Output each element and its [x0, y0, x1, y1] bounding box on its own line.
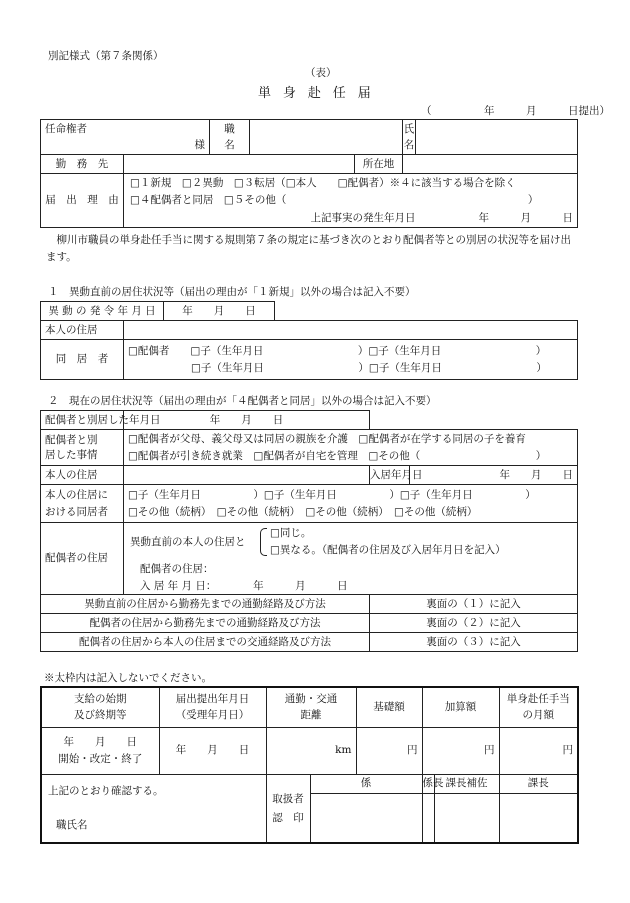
dokyo-options[interactable] — [124, 340, 578, 380]
workplace-value[interactable] — [124, 155, 355, 174]
office-header-6: 単身赴任手当 の月額 — [499, 687, 578, 727]
submission-date: （ 年 月 日提出） — [421, 105, 610, 117]
appointing-authority-cell[interactable] — [41, 120, 210, 155]
bekkyo-label: 配偶者と別居した年月日 — [41, 411, 124, 430]
jijo-options[interactable] — [124, 430, 578, 466]
stamp-header-kakaricho: 係長 — [422, 774, 434, 793]
shimei-label: 氏 名 — [403, 120, 416, 155]
haigusha-address-label: 配偶者の住居： — [140, 563, 214, 575]
route-value-1: 裏面の（１）に記入 — [370, 595, 578, 614]
stamp-kakaricho[interactable] — [422, 793, 434, 843]
dokyosha-line-2[interactable]: □その他（続柄） □その他（続柄） □その他（続柄） □その他（続柄） — [128, 505, 478, 518]
omote-label: （表） — [305, 67, 337, 79]
hatsurei-label: 異 動 の 発 令 年 月 日 — [41, 302, 164, 321]
shokumei-label: 職 名 — [210, 120, 250, 155]
route-value-3: 裏面の（３）に記入 — [370, 633, 578, 652]
toriatsukai-label: 取扱者 認 印 — [266, 774, 310, 843]
section2-heading: ２ 現在の居住状況等（届出の理由が「４配偶者と同居」以外の場合は記入不要） — [48, 395, 437, 407]
jijo-label: 配偶者と別 居した事情 — [41, 430, 124, 466]
dokyo-line-1[interactable]: □配偶者 □子（生年月日 ）□子（生年月日 ） — [128, 344, 547, 357]
workplace-label: 勤 務 先 — [41, 155, 124, 174]
dokyo-label: 同 居 者 — [41, 340, 124, 380]
confirm-text: 上記のとおり確認する。 — [48, 784, 164, 797]
bekkyo-value[interactable]: 年 月 日 — [124, 411, 370, 430]
route-value-2: 裏面の（２）に記入 — [370, 614, 578, 633]
office-header-4: 基礎額 — [356, 687, 422, 727]
top-table — [40, 119, 578, 228]
stamp-kakari[interactable] — [310, 793, 422, 843]
stamp-header-kacho: 課長 — [499, 774, 578, 793]
location-value[interactable] — [403, 155, 578, 174]
office-additional-amount: 円 — [422, 727, 499, 774]
office-header-1: 支給の始期 及び終期等 — [41, 687, 159, 727]
office-note: ※太枠内は記入しないでください。 — [44, 672, 212, 684]
reason-line-2[interactable]: □４配偶者と同居 □５その他（ ） — [130, 194, 539, 207]
dokyosha-options[interactable] — [124, 485, 578, 523]
current-jukyo-label: 本人の住居 — [41, 466, 124, 485]
office-header-3: 通勤・交通 距離 — [266, 687, 356, 727]
current-jukyo-value[interactable] — [124, 466, 370, 485]
appointing-authority-label: 任命権者 — [45, 123, 87, 135]
stamp-kacho[interactable] — [499, 793, 578, 843]
reason-options[interactable] — [124, 174, 578, 228]
location-label: 所在地 — [355, 155, 403, 174]
shokushimei-label: 職氏名 — [56, 818, 88, 831]
jijo-line-1[interactable]: □配偶者が父母、義父母又は同居の親族を介護 □配偶者が在学する同居の子を養育 — [128, 433, 526, 446]
office-distance: km — [266, 727, 356, 774]
office-submit-date: 年 月 日 — [159, 727, 266, 774]
stamp-header-kakari: 係 — [310, 774, 422, 793]
office-confirm-cell — [41, 774, 266, 843]
brace-icon — [260, 528, 267, 556]
bekkyo-blank — [370, 411, 578, 430]
page-title: 単 身 赴 任 届 — [258, 86, 375, 101]
section1-heading: １ 異動直前の居住状況等（届出の理由が「１新規」以外の場合は記入不要） — [48, 286, 416, 298]
route-label-1: 異動直前の住居から勤務先までの通勤経路及び方法 — [41, 595, 370, 614]
shimei-value[interactable] — [416, 120, 578, 155]
route-label-3: 配偶者の住居から本人の住居までの交通経路及び方法 — [41, 633, 370, 652]
office-header-2: 届出提出年月日 （受理年月日） — [159, 687, 266, 727]
shokumei-value[interactable] — [250, 120, 403, 155]
section2-table — [40, 410, 578, 652]
section1-table — [40, 301, 578, 380]
office-header-5: 加算額 — [422, 687, 499, 727]
office-start-end: 年 月 日 開始・改定・終了 — [41, 727, 159, 774]
stamp-header-hosa: 課長補佐 — [434, 774, 499, 793]
office-table — [40, 686, 579, 844]
sama-label: 様 — [194, 139, 205, 152]
intro-paragraph: 柳川市職員の単身赴任手当に関する規則第７条の規定に基づき次のとおり配偶者等との別居の状況等を届け出ます。 — [46, 234, 571, 263]
stamp-hosa[interactable] — [434, 793, 499, 843]
honnin-jukyo-value[interactable] — [124, 321, 578, 340]
occurrence-date[interactable]: 上記事実の発生年月日 年 月 日 — [310, 211, 573, 224]
hatsurei-blank — [275, 302, 578, 321]
hatsurei-value[interactable]: 年 月 日 — [164, 302, 275, 321]
reason-label: 届 出 理 由 — [41, 174, 124, 228]
onaji-option[interactable]: □同じ。 — [270, 527, 312, 539]
nyukyo-label: 入居年月日 — [370, 466, 410, 485]
chokuzen-label: 異動直前の本人の住居と — [130, 536, 246, 548]
dokyosha-label: 本人の住居に おける同居者 — [41, 485, 124, 523]
dokyosha-line-1[interactable]: □子（生年月日 ）□子（生年月日 ）□子（生年月日 ） — [128, 489, 536, 502]
reason-line-1[interactable]: □１新規 □２異動 □３転居（□本人 □配偶者）※４に該当する場合を除く — [130, 177, 516, 190]
dokyo-line-2[interactable]: □子（生年月日 ）□子（生年月日 ） — [128, 362, 547, 374]
office-base-amount: 円 — [356, 727, 422, 774]
route-label-2: 配偶者の住居から勤務先までの通勤経路及び方法 — [41, 614, 370, 633]
office-monthly-amount: 円 — [499, 727, 578, 774]
haigusha-jukyo-detail[interactable] — [124, 523, 578, 595]
honnin-jukyo-label: 本人の住居 — [41, 321, 124, 340]
jijo-line-2[interactable]: □配偶者が引き続き就業 □配偶者が自宅を管理 □その他（ ） — [128, 449, 547, 462]
nyukyo-value[interactable]: 年 月 日 — [410, 466, 578, 485]
form-note: 別記様式（第７条関係） — [48, 50, 164, 62]
haigusha-jukyo-label: 配偶者の住居 — [41, 523, 124, 595]
kotonaru-option[interactable]: □異なる。（配偶者の住居及び入居年月日を記入） — [270, 544, 506, 556]
haigusha-nyukyo-line[interactable]: 入 居 年 月 日： 年 月 日 — [140, 580, 348, 592]
